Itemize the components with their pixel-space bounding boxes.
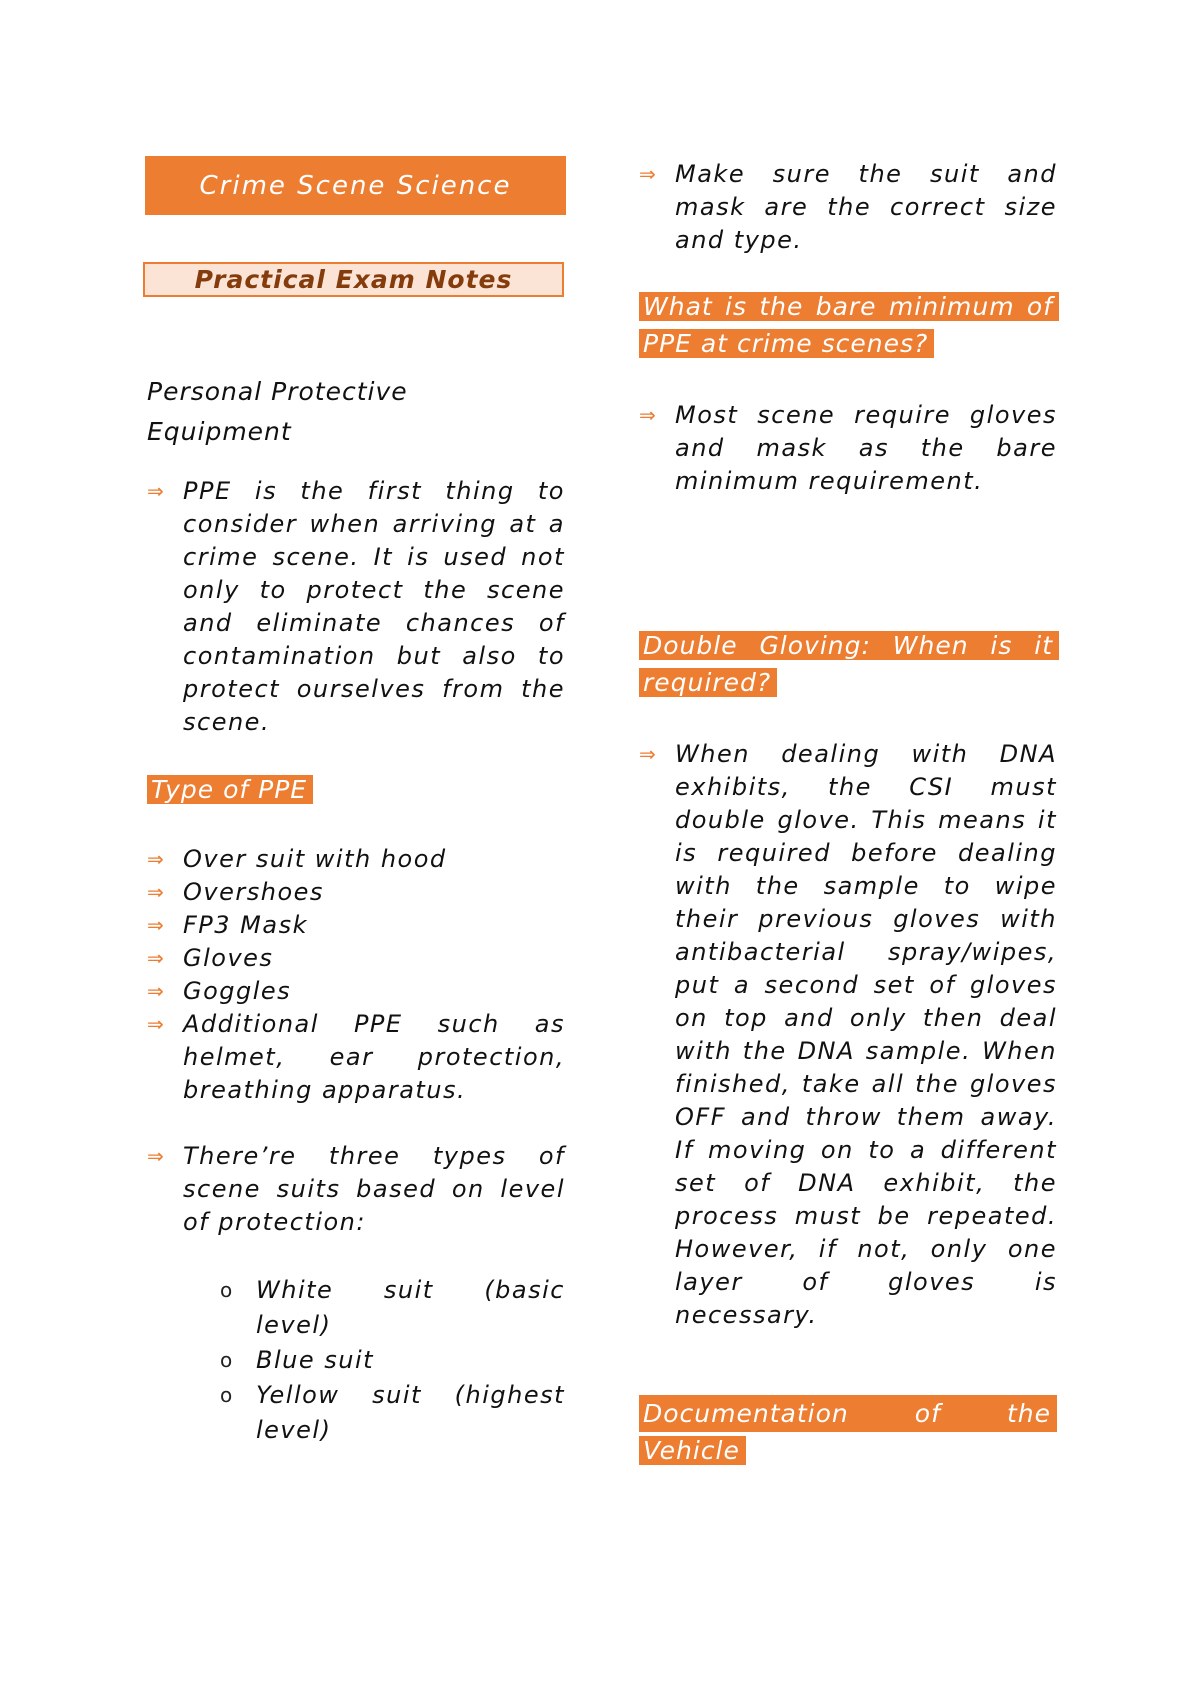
ppe-intro-list [147, 475, 565, 739]
double-arrow-right-icon: ⇒ [639, 742, 658, 766]
double-arrow-right-icon: ⇒ [147, 1144, 166, 1168]
type-item: Additional PPE such as helmet, ear protection, breathing apparatus. [183, 1010, 565, 1104]
circle-icon: o [220, 1348, 234, 1372]
suit-item: White suit (basic level) [256, 1276, 565, 1339]
list-item [639, 738, 1057, 1332]
minimum-text: Most scene require gloves and mask as the bare minimum requirement. [675, 401, 1057, 495]
list-item [639, 399, 1057, 498]
suits-list [220, 1273, 565, 1448]
list-item [220, 1343, 565, 1378]
double-arrow-right-icon: ⇒ [147, 479, 166, 503]
vehicle-heading [639, 1395, 1059, 1469]
minimum-heading-text: What is the bare minimum of PPE at crime scenes? [639, 292, 1059, 358]
double-gloving-text: When dealing with DNA exhibits, the CSI must double glove. This means it is required before dealing with the sample to wipe their previous gloves with antibacterial spray/wipes, put a second set of gloves on top and only then deal with the DNA sample. When finished, take all the gloves OFF and throw them away. If moving on to a different set of DNA exhibit, the process must be repeated. However, if not, only one layer of gloves is necessary. [675, 740, 1057, 1329]
list-item [147, 843, 565, 876]
type-heading [147, 771, 313, 808]
double-arrow-right-icon: ⇒ [147, 946, 166, 970]
ppe-heading-line: Equipment [147, 417, 292, 446]
list-item [147, 475, 565, 739]
double-gloving-list [639, 738, 1057, 1332]
list-item [220, 1273, 565, 1343]
document-title: Crime Scene Science [145, 156, 566, 215]
list-item [220, 1378, 565, 1448]
list-item [147, 876, 565, 909]
type-list [147, 843, 565, 1107]
list-item [147, 909, 565, 942]
circle-icon: o [220, 1278, 234, 1302]
vehicle-heading-text-2: Vehicle [639, 1436, 746, 1465]
minimum-list [639, 399, 1057, 498]
double-arrow-right-icon: ⇒ [639, 162, 658, 186]
document-subtitle: Practical Exam Notes [143, 262, 564, 297]
type-item: Goggles [183, 977, 292, 1005]
type-item: Gloves [183, 944, 274, 972]
type-heading-text: Type of PPE [147, 775, 313, 804]
minimum-heading [639, 288, 1059, 362]
list-item [639, 158, 1057, 257]
suits-intro-list [147, 1140, 565, 1239]
type-item: Overshoes [183, 878, 324, 906]
ppe-heading [147, 372, 408, 452]
suits-intro-text: There’re three types of scene suits based on level of protection: [183, 1142, 565, 1236]
double-gloving-heading-text: Double Gloving: When is it required? [639, 631, 1059, 697]
double-arrow-right-icon: ⇒ [147, 1012, 166, 1036]
type-item: Over suit with hood [183, 845, 447, 873]
list-item [147, 1008, 565, 1107]
size-note-list [639, 158, 1057, 257]
circle-icon: o [220, 1383, 234, 1407]
vehicle-heading-text: Documentation of the [639, 1395, 1057, 1432]
type-item: FP3 Mask [183, 911, 308, 939]
double-arrow-right-icon: ⇒ [147, 979, 166, 1003]
suit-item: Blue suit [256, 1346, 375, 1374]
list-item [147, 942, 565, 975]
ppe-heading-line: Personal Protective [147, 377, 408, 406]
double-arrow-right-icon: ⇒ [147, 847, 166, 871]
double-gloving-heading [639, 627, 1059, 701]
ppe-intro-text: PPE is the first thing to consider when arriving at a crime scene. It is used not only to protect the scene and eliminate chances of contamination but also to protect ourselves from the scene. [183, 477, 565, 736]
double-arrow-right-icon: ⇒ [639, 403, 658, 427]
suit-item: Yellow suit (highest level) [256, 1381, 565, 1444]
double-arrow-right-icon: ⇒ [147, 880, 166, 904]
list-item [147, 975, 565, 1008]
size-note-text: Make sure the suit and mask are the correct size and type. [675, 160, 1057, 254]
list-item [147, 1140, 565, 1239]
double-arrow-right-icon: ⇒ [147, 913, 166, 937]
